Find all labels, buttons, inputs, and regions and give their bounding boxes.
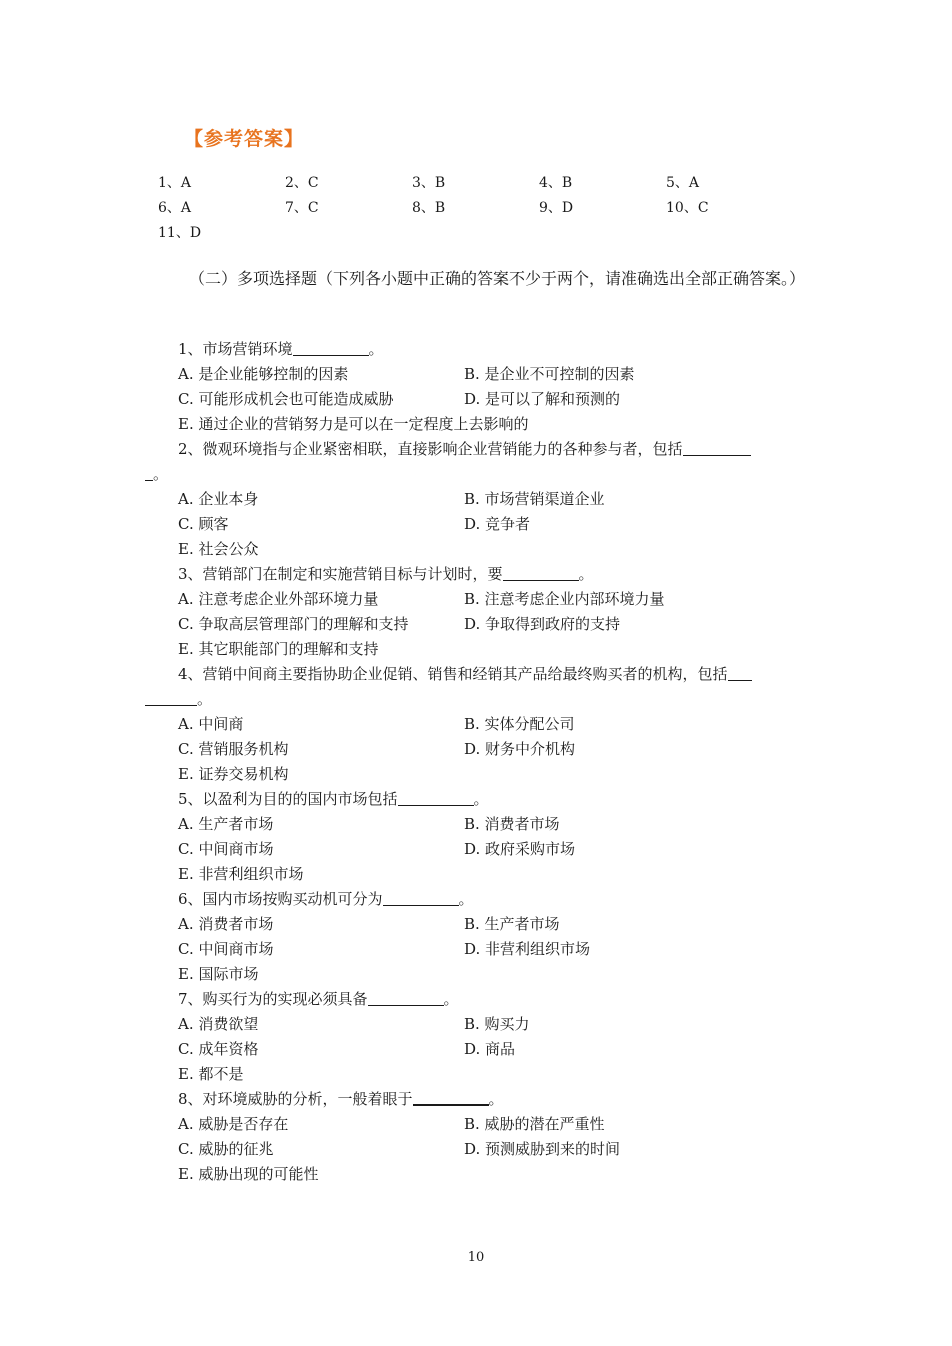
answer-item: 6、A	[158, 200, 192, 216]
option-b: B. 实体分配公司	[464, 715, 575, 733]
option-d: D. 预测威胁到来的时间	[464, 1140, 621, 1158]
question-stem: 2、微观环境指与企业紧密相联，直接影响企业营销能力的各种参与者，包括	[178, 437, 751, 462]
question-stem: 1、市场营销环境 。	[178, 340, 384, 358]
option-a: A. 消费欲望	[178, 1015, 259, 1033]
option-e: E. 通过企业的营销努力是可以在一定程度上去影响的	[178, 415, 529, 433]
question-stem: 3、营销部门在制定和实施营销目标与计划时，要 。	[178, 565, 594, 583]
option-a: A. 注意考虑企业外部环境力量	[178, 590, 379, 608]
answer-item: 10、C	[666, 200, 709, 216]
question-stem: 7、购买行为的实现必须具备 。	[178, 990, 459, 1008]
option-e: E. 威胁出现的可能性	[178, 1165, 319, 1183]
option-d: D. 是可以了解和预测的	[464, 390, 621, 408]
question-stem: 6、国内市场按购买动机可分为 。	[178, 890, 474, 908]
option-c: C. 中间商市场	[178, 940, 274, 958]
option-c: C. 可能形成机会也可能造成威胁	[178, 390, 394, 408]
option-b: B. 是企业不可控制的因素	[464, 365, 635, 383]
option-a: A. 消费者市场	[178, 915, 274, 933]
option-d: D. 商品	[464, 1040, 516, 1058]
answer-item: 7、C	[285, 200, 319, 216]
option-b: B. 威胁的潜在严重性	[464, 1115, 605, 1133]
option-c: C. 威胁的征兆	[178, 1140, 274, 1158]
option-e: E. 都不是	[178, 1065, 244, 1083]
option-b: B. 注意考虑企业内部环境力量	[464, 590, 665, 608]
question-stem-continued: 。	[145, 687, 212, 712]
question-stem-continued: 。	[145, 462, 168, 487]
option-c: C. 顾客	[178, 515, 229, 533]
answer-item: 5、A	[666, 175, 700, 191]
option-e: E. 社会公众	[178, 540, 259, 558]
option-e: E. 证券交易机构	[178, 765, 289, 783]
option-a: A. 企业本身	[178, 490, 259, 508]
option-d: D. 政府采购市场	[464, 840, 576, 858]
option-b: B. 生产者市场	[464, 915, 560, 933]
answer-heading: 【参考答案】	[184, 128, 305, 150]
option-a: A. 威胁是否存在	[178, 1115, 289, 1133]
question-stem: 5、以盈利为目的的国内市场包括 。	[178, 790, 489, 808]
option-b: B. 市场营销渠道企业	[464, 490, 605, 508]
question-stem: 4、营销中间商主要指协助企业促销、销售和经销其产品给最终购买者的机构，包括	[178, 662, 752, 687]
option-b: B. 购买力	[464, 1015, 530, 1033]
answer-item: 8、B	[412, 200, 446, 216]
answer-item: 9、D	[539, 200, 574, 216]
option-d: D. 竞争者	[464, 515, 531, 533]
option-a: A. 中间商	[178, 715, 244, 733]
answer-item: 1、A	[158, 175, 192, 191]
answer-item: 2、C	[285, 175, 319, 191]
section-title: （二）多项选择题（下列各小题中正确的答案不少于两个，请准确选出全部正确答案。）	[189, 269, 806, 288]
question-stem: 8、对环境威胁的分析，一般着眼于 。	[178, 1090, 504, 1108]
option-c: C. 争取高层管理部门的理解和支持	[178, 615, 409, 633]
option-e: E. 非营利组织市场	[178, 865, 304, 883]
option-e: E. 国际市场	[178, 965, 259, 983]
option-e: E. 其它职能部门的理解和支持	[178, 640, 379, 658]
answer-item: 4、B	[539, 175, 573, 191]
answer-item: 3、B	[412, 175, 446, 191]
option-d: D. 财务中介机构	[464, 740, 576, 758]
answer-item: 11、D	[158, 225, 202, 241]
option-c: C. 营销服务机构	[178, 740, 289, 758]
option-d: D. 争取得到政府的支持	[464, 615, 621, 633]
option-a: A. 是企业能够控制的因素	[178, 365, 349, 383]
page-number: 10	[467, 1250, 485, 1265]
option-b: B. 消费者市场	[464, 815, 560, 833]
option-d: D. 非营利组织市场	[464, 940, 591, 958]
option-a: A. 生产者市场	[178, 815, 274, 833]
option-c: C. 中间商市场	[178, 840, 274, 858]
option-c: C. 成年资格	[178, 1040, 259, 1058]
